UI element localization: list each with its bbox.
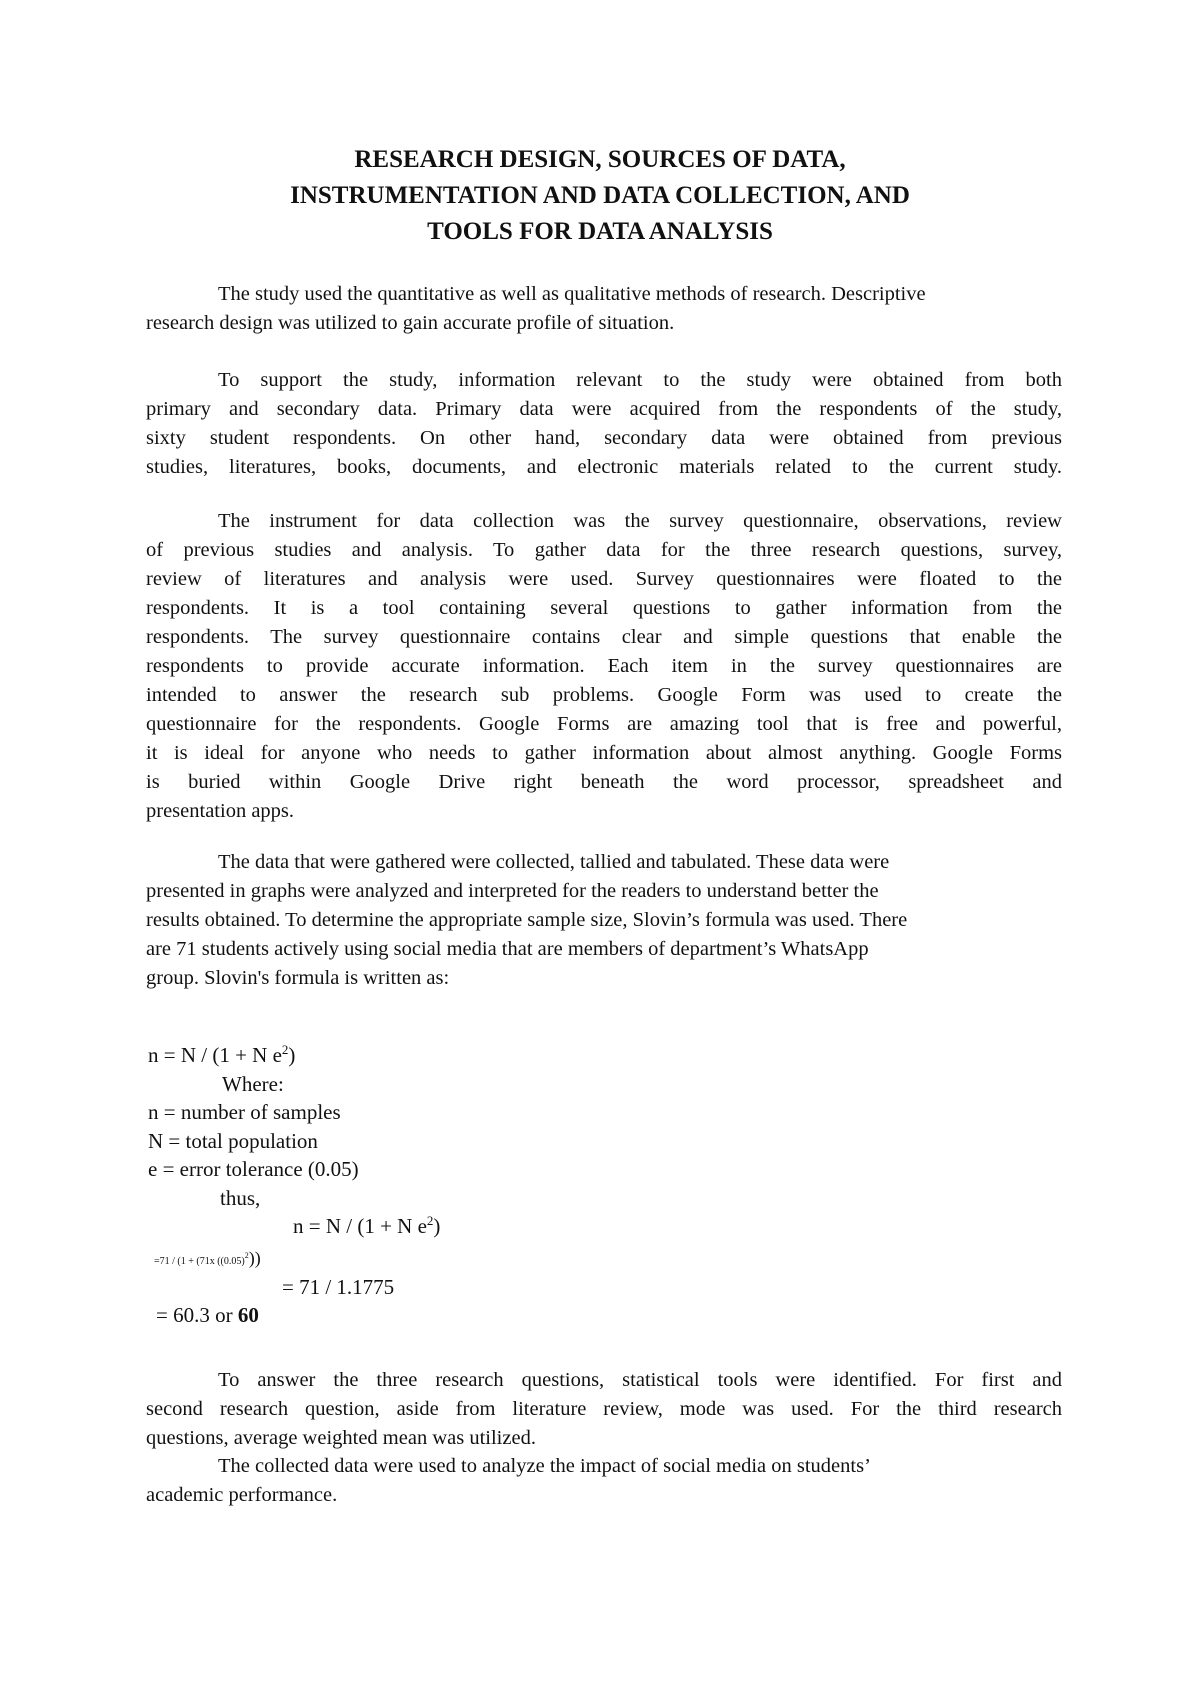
p4-line: presented in graphs were analyzed and interpreted for the readers to understand better the [146, 880, 879, 902]
calc-result-text: = 60.3 or [156, 1303, 238, 1327]
p5-line: To answer the three research questions, statistical tools were identified. For first and [218, 1369, 1062, 1391]
p3-line: it is ideal for anyone who needs to gather information about almost anything. Google Forms [146, 742, 1062, 764]
paragraph-data-gathering [146, 848, 1062, 993]
p3-line: of previous studies and analysis. To gather data for the three research questions, survey, [146, 539, 1062, 561]
calc-step-2-exponent: 2 [244, 1250, 249, 1260]
p3-line: respondents to provide accurate information. Each item in the survey questionnaires are [146, 655, 1062, 677]
calc-step-1-close: ) [433, 1214, 441, 1238]
p2-line: primary and secondary data. Primary data were acquired from the respondents of the study, [146, 398, 1062, 420]
definition-n: n = number of samples [148, 1100, 341, 1124]
calc-step-2-close: )) [248, 1247, 261, 1268]
p5-line: second research question, aside from literature review, mode was used. For the third research [146, 1398, 1062, 1420]
title-line-3: TOOLS FOR DATA ANALYSIS [427, 218, 773, 245]
formula-main-text: n = N / (1 + N e [148, 1043, 282, 1067]
p3-line: is buried within Google Drive right beneath the word processor, spreadsheet and [146, 771, 1062, 793]
p3-line: The instrument for data collection was the survey questionnaire, observations, review [218, 510, 1062, 532]
p3-line: respondents. It is a tool containing several questions to gather information from the [146, 597, 1062, 619]
calc-step-1-text: n = N / (1 + N e [293, 1214, 427, 1238]
formula-main [148, 1041, 440, 1070]
p1-line: research design was utilized to gain accurate profile of situation. [146, 312, 675, 334]
p4-line: results obtained. To determine the appropriate sample size, Slovin’s formula was used. There [146, 909, 908, 931]
calc-step-3: = 71 / 1.1775 [282, 1274, 395, 1299]
paragraph-sources-of-data [146, 366, 1062, 482]
definition-e: e = error tolerance (0.05) [148, 1157, 359, 1181]
p4-line: are 71 students actively using social media that are members of department’s WhatsApp [146, 938, 869, 960]
p3-line: respondents. The survey questionnaire contains clear and simple questions that enable the [146, 626, 1062, 648]
p2-line: sixty student respondents. On other hand, secondary data were obtained from previous [146, 427, 1062, 449]
calc-step-1 [148, 1212, 440, 1241]
p2-line: To support the study, information relevant to the study were obtained from both [218, 369, 1062, 391]
calc-result-sample-size: 60 [237, 1303, 259, 1327]
p6-line: academic performance. [146, 1484, 338, 1506]
p4-line: The data that were gathered were collected, tallied and tabulated. These data were [218, 851, 890, 873]
calc-step-2 [154, 1241, 440, 1277]
formula-main-close: ) [288, 1043, 296, 1067]
calc-result [148, 1301, 440, 1330]
title-line-2: INSTRUMENTATION AND DATA COLLECTION, AND [290, 182, 910, 209]
p3-line: questionnaire for the respondents. Google Forms are amazing tool that is free and powerful, [146, 713, 1062, 735]
calc-step-1-exponent: 2 [426, 1213, 434, 1228]
p3-line: review of literatures and analysis were used. Survey questionnaires were floated to the [146, 568, 1062, 590]
slovin-formula [148, 1041, 440, 1330]
calc-step-2-text: =71 / (1 + (71x ((0.05) [154, 1255, 245, 1267]
paragraph-statistical-tools [146, 1366, 1062, 1453]
document-title [0, 142, 1200, 250]
p1-line: The study used the quantitative as well as qualitative methods of research. Descriptive [218, 283, 926, 305]
p3-line: presentation apps. [146, 800, 295, 822]
p3-line: intended to answer the research sub problems. Google Form was used to create the [146, 684, 1062, 706]
formula-where: Where: [222, 1071, 284, 1096]
paragraph-research-design [146, 280, 1062, 338]
p6-line: The collected data were used to analyze the impact of social media on students’ [218, 1455, 871, 1477]
definition-N: N = total population [148, 1128, 318, 1153]
title-line-1: RESEARCH DESIGN, SOURCES OF DATA, [354, 146, 846, 173]
p2-line: studies, literatures, books, documents, and electronic materials related to the current study. [146, 456, 1062, 478]
p4-line: group. Slovin's formula is written as: [146, 967, 450, 989]
paragraph-conclusion [146, 1452, 1062, 1510]
p5-line: questions, average weighted mean was utilized. [146, 1427, 536, 1449]
paragraph-instrumentation [146, 507, 1062, 826]
formula-thus: thus, [220, 1185, 261, 1210]
formula-exponent: 2 [281, 1042, 289, 1057]
